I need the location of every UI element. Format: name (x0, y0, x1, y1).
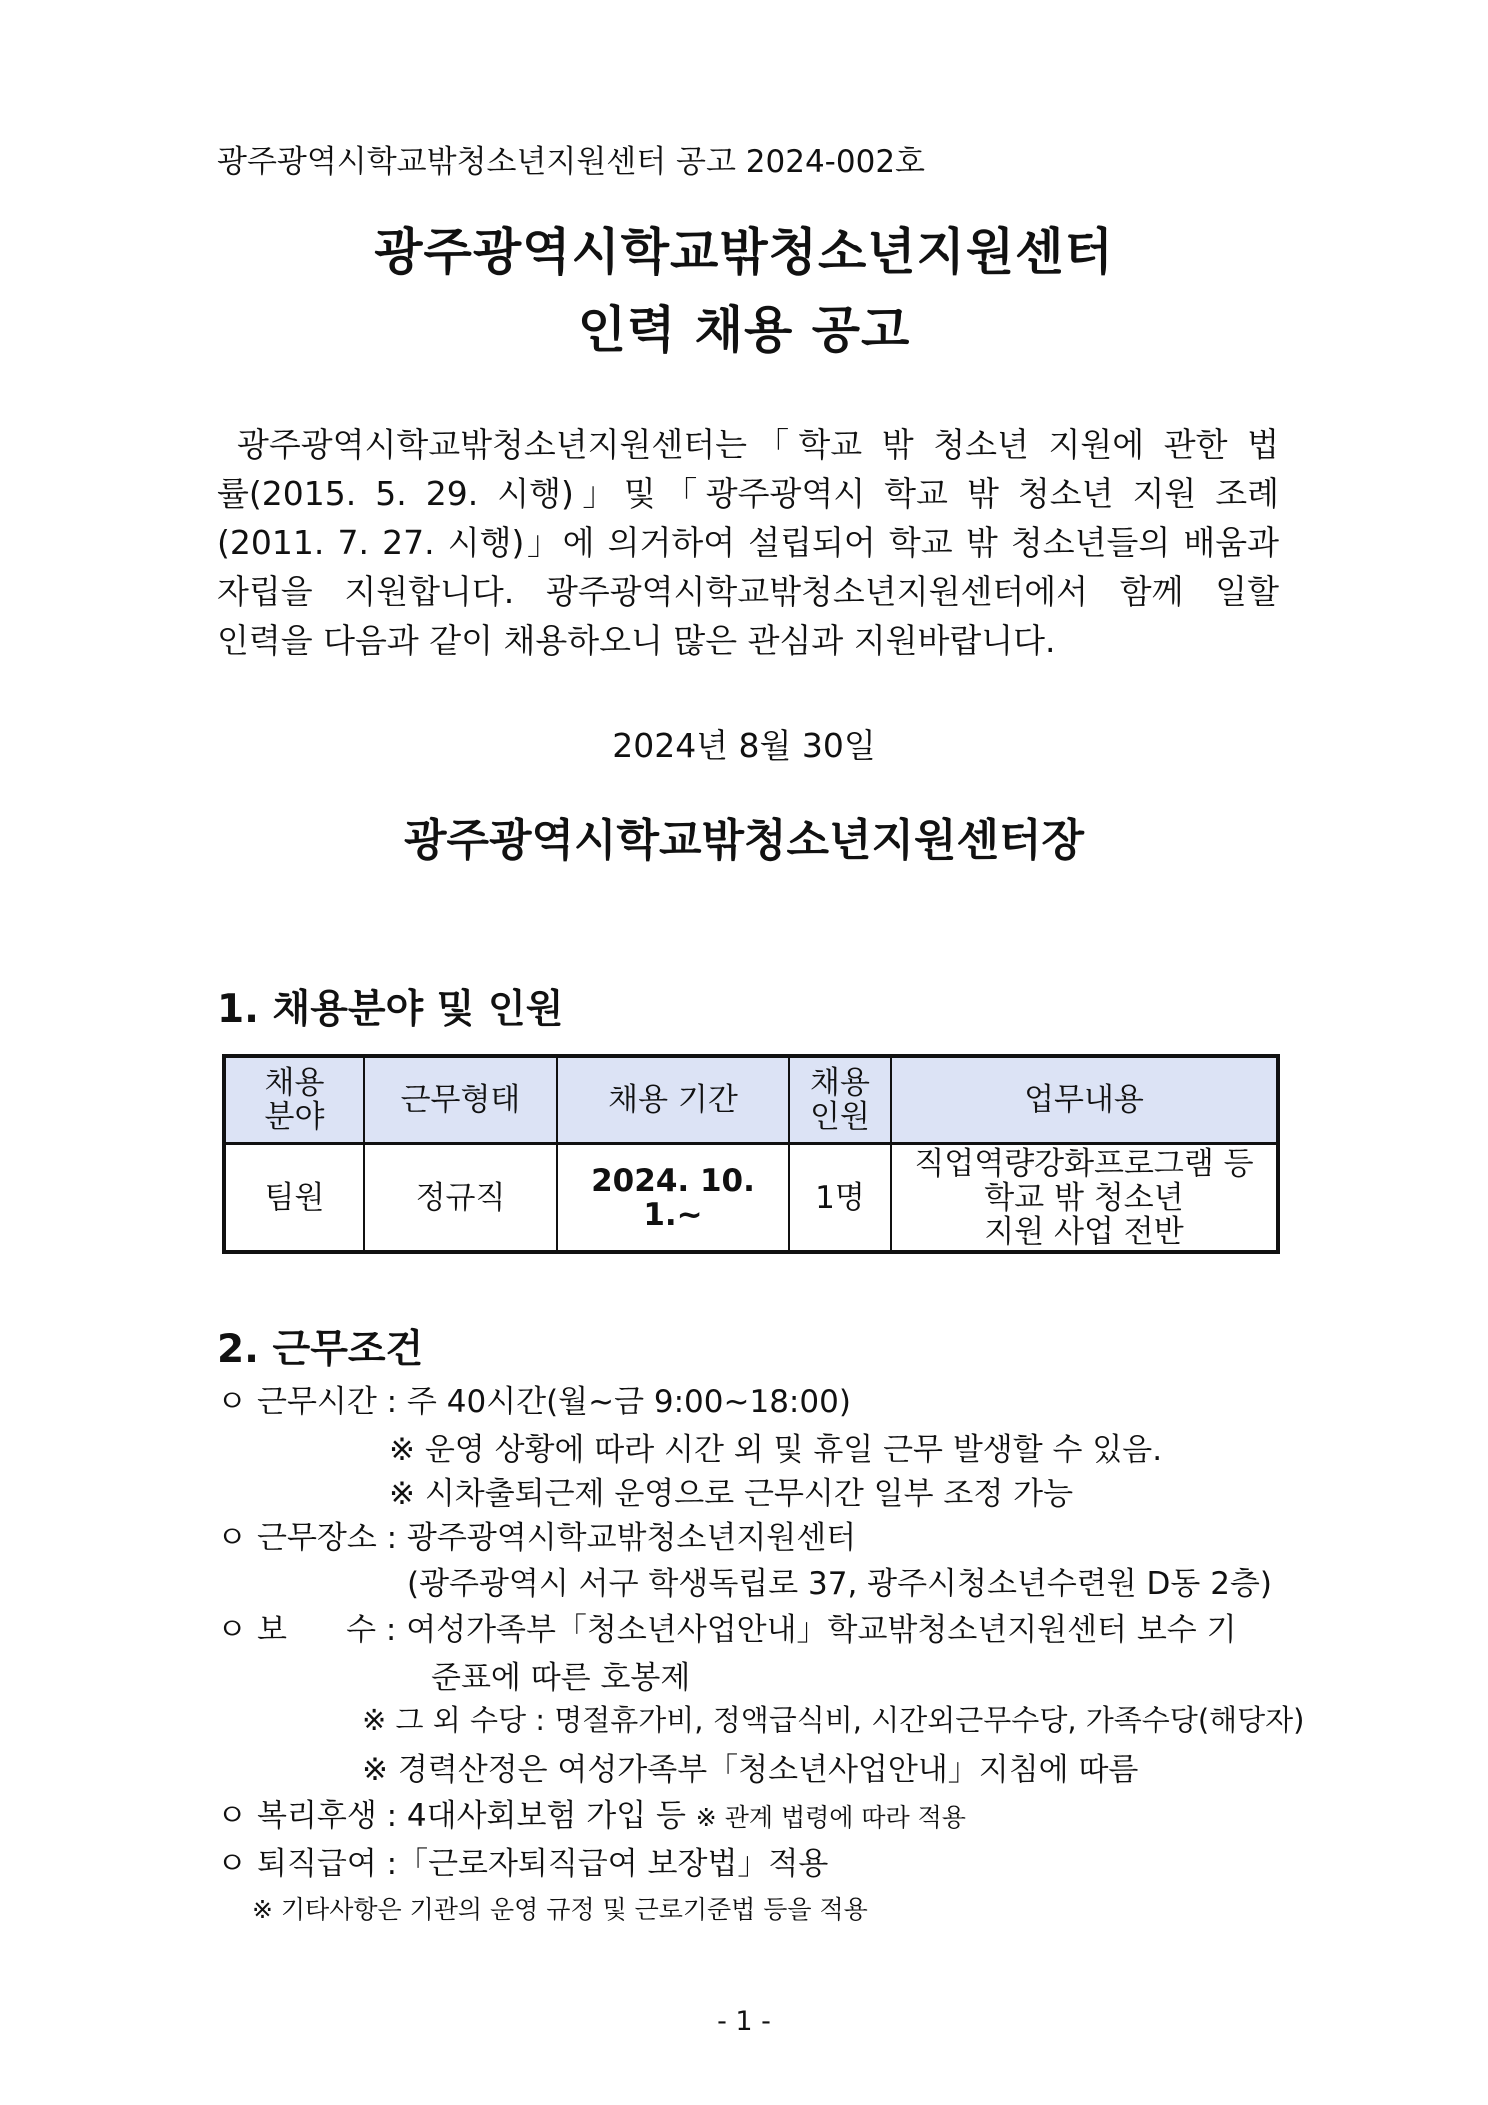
section-1-heading: 1. 채용분야 및 인원 (217, 987, 564, 1032)
table-header-row (224, 1056, 1278, 1144)
table-row (224, 1144, 1278, 1253)
condition-severance: ㅇ 퇴직급여 :「근로자퇴직급여 보장법」적용 (217, 1838, 828, 1883)
bullet-icon: ㅇ (217, 1846, 247, 1882)
page-number: - 1 - (717, 2006, 771, 2037)
header-period: 채용 기간 (557, 1056, 789, 1144)
condition-welfare: ㅇ 복리후생 : 4대사회보험 가입 등 ※ 관계 법령에 따라 적용 (217, 1790, 966, 1835)
bullet-icon: ㅇ (217, 1520, 247, 1556)
cell-field: 팀원 (224, 1144, 364, 1253)
cell-period: 2024. 10. 1.~ (557, 1144, 789, 1253)
cell-count: 1명 (789, 1144, 891, 1253)
place-address: (광주광역시 서구 학생독립로 37, 광주시청소년수련원 D동 2층) (407, 1566, 1272, 1602)
hours-note-1: ※ 운영 상황에 따라 시간 외 및 휴일 근무 발생할 수 있음. (389, 1432, 1163, 1468)
condition-place: ㅇ 근무장소 : 광주광역시학교밖청소년지원센터 (217, 1512, 856, 1557)
condition-pay: ㅇ 보 수 : 여성가족부「청소년사업안내」학교밖청소년지원센터 보수 기 (217, 1604, 1237, 1649)
notice-number: 광주광역시학교밖청소년지원센터 공고 2024-002호 (217, 144, 925, 180)
signer: 광주광역시학교밖청소년지원센터장 (403, 815, 1085, 866)
intro-line: 광주광역시학교밖청소년지원센터는「학교 밖 청소년 지원에 관한 법 (237, 425, 1279, 464)
cell-duties: 직업역량강화프로그램 등 학교 밖 청소년 지원 사업 전반 (891, 1144, 1278, 1253)
title-line-2: 인력 채용 공고 (577, 301, 911, 359)
intro-line: 률(2015. 5. 29. 시행)」및「광주광역시 학교 밖 청소년 지원 조례 (217, 474, 1279, 513)
intro-line: (2011. 7. 27. 시행)」에 의거하여 설립되어 학교 밖 청소년들의 배움과 (217, 523, 1279, 562)
pay-note-1: ※ 그 외 수당 : 명절휴가비, 정액급식비, 시간외근무수당, 가족수당(해당자) (362, 1703, 1305, 1737)
recruitment-table (222, 1054, 1280, 1254)
header-duties: 업무내용 (891, 1056, 1278, 1144)
section-2-heading: 2. 근무조건 (217, 1327, 424, 1372)
bullet-icon: ㅇ (217, 1798, 247, 1834)
pay-continued: 준표에 따른 호봉제 (431, 1660, 691, 1696)
hours-note-2: ※ 시차출퇴근제 운영으로 근무시간 일부 조정 가능 (389, 1476, 1074, 1512)
pay-note-2: ※ 경력산정은 여성가족부「청소년사업안내」지침에 따름 (362, 1752, 1139, 1788)
header-field: 채용 분야 (224, 1056, 364, 1144)
header-work-type: 근무형태 (364, 1056, 557, 1144)
header-count: 채용 인원 (789, 1056, 891, 1144)
welfare-note: ※ 관계 법령에 따라 적용 (695, 1803, 966, 1832)
intro-line: 자립을 지원합니다. 광주광역시학교밖청소년지원센터에서 함께 일할 (217, 572, 1279, 611)
condition-hours: ㅇ 근무시간 : 주 40시간(월~금 9:00~18:00) (217, 1376, 851, 1421)
bullet-icon: ㅇ (217, 1612, 247, 1648)
notice-date: 2024년 8월 30일 (612, 726, 876, 765)
cell-work-type: 정규직 (364, 1144, 557, 1253)
intro-paragraph (217, 420, 1279, 665)
etc-note: ※ 기타사항은 기관의 운영 규정 및 근로기준법 등을 적용 (252, 1895, 868, 1924)
title-line-1: 광주광역시학교밖청소년지원센터 (374, 223, 1114, 281)
bullet-icon: ㅇ (217, 1384, 247, 1420)
intro-line: 인력을 다음과 같이 채용하오니 많은 관심과 지원바랍니다. (217, 621, 1056, 660)
